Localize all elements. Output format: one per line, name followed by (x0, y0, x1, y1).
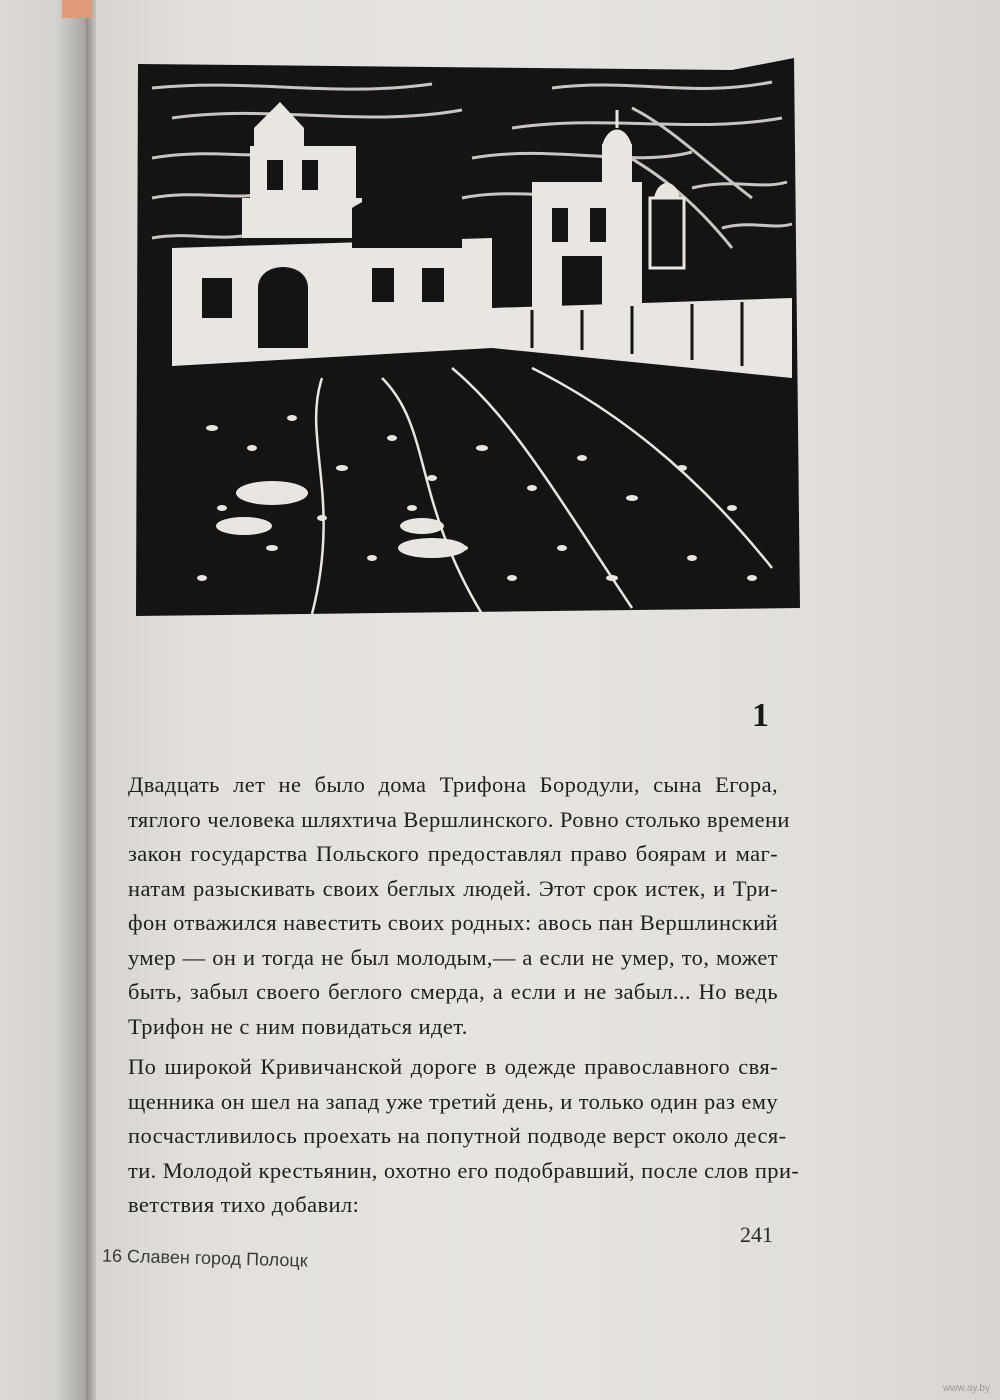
book-gutter (86, 0, 96, 1400)
bookmark-tab (62, 0, 92, 18)
text-line: Трифон не с ним повидаться идет. (128, 1013, 468, 1039)
chapter-number: 1 (752, 697, 769, 734)
text-line: быть, забыл своего беглого смерда, а если и не забыл... Но ведь (128, 979, 778, 1004)
text-line: ветствия тихо добавил: (128, 1192, 360, 1217)
text-line: По широкой Кривичанской дороге в одежде православного свя- (128, 1054, 778, 1079)
paragraph-2 (128, 1050, 800, 1223)
text-line: посчастливилось проехать на попутной подводе верст около деся- (128, 1123, 787, 1148)
body-text (128, 768, 800, 1223)
left-page-edge (0, 0, 92, 1400)
text-line: фон отважился навестить своих родных: авось пан Вершлинский (128, 910, 778, 935)
text-line: щенника он шел на запад уже третий день, и только один раз ему (128, 1088, 778, 1114)
text-line: ти. Молодой крестьянин, охотно его подобравший, после слов при- (128, 1157, 800, 1183)
text-line: натам разыскивать своих беглых людей. Этот срок истек, и Три- (128, 875, 778, 901)
text-line: умер — он и тогда не был молодым,— а если не умер, то, может (128, 944, 778, 970)
watermark: www.ay.by (942, 1383, 990, 1394)
woodcut-illustration (132, 48, 804, 620)
footer-book-title: 16 Славен город Полоцк (101, 1245, 308, 1271)
text-line: закон государства Польского предоставлял право боярам и маг- (128, 841, 778, 866)
page-number: 241 (740, 1222, 773, 1247)
text-line: Двадцать лет не было дома Трифона Бородули, сына Егора, (128, 772, 778, 797)
text-line: тяглого человека шляхтича Вершлинского. Ровно столько времени (128, 806, 790, 832)
paragraph-1 (128, 768, 790, 1044)
